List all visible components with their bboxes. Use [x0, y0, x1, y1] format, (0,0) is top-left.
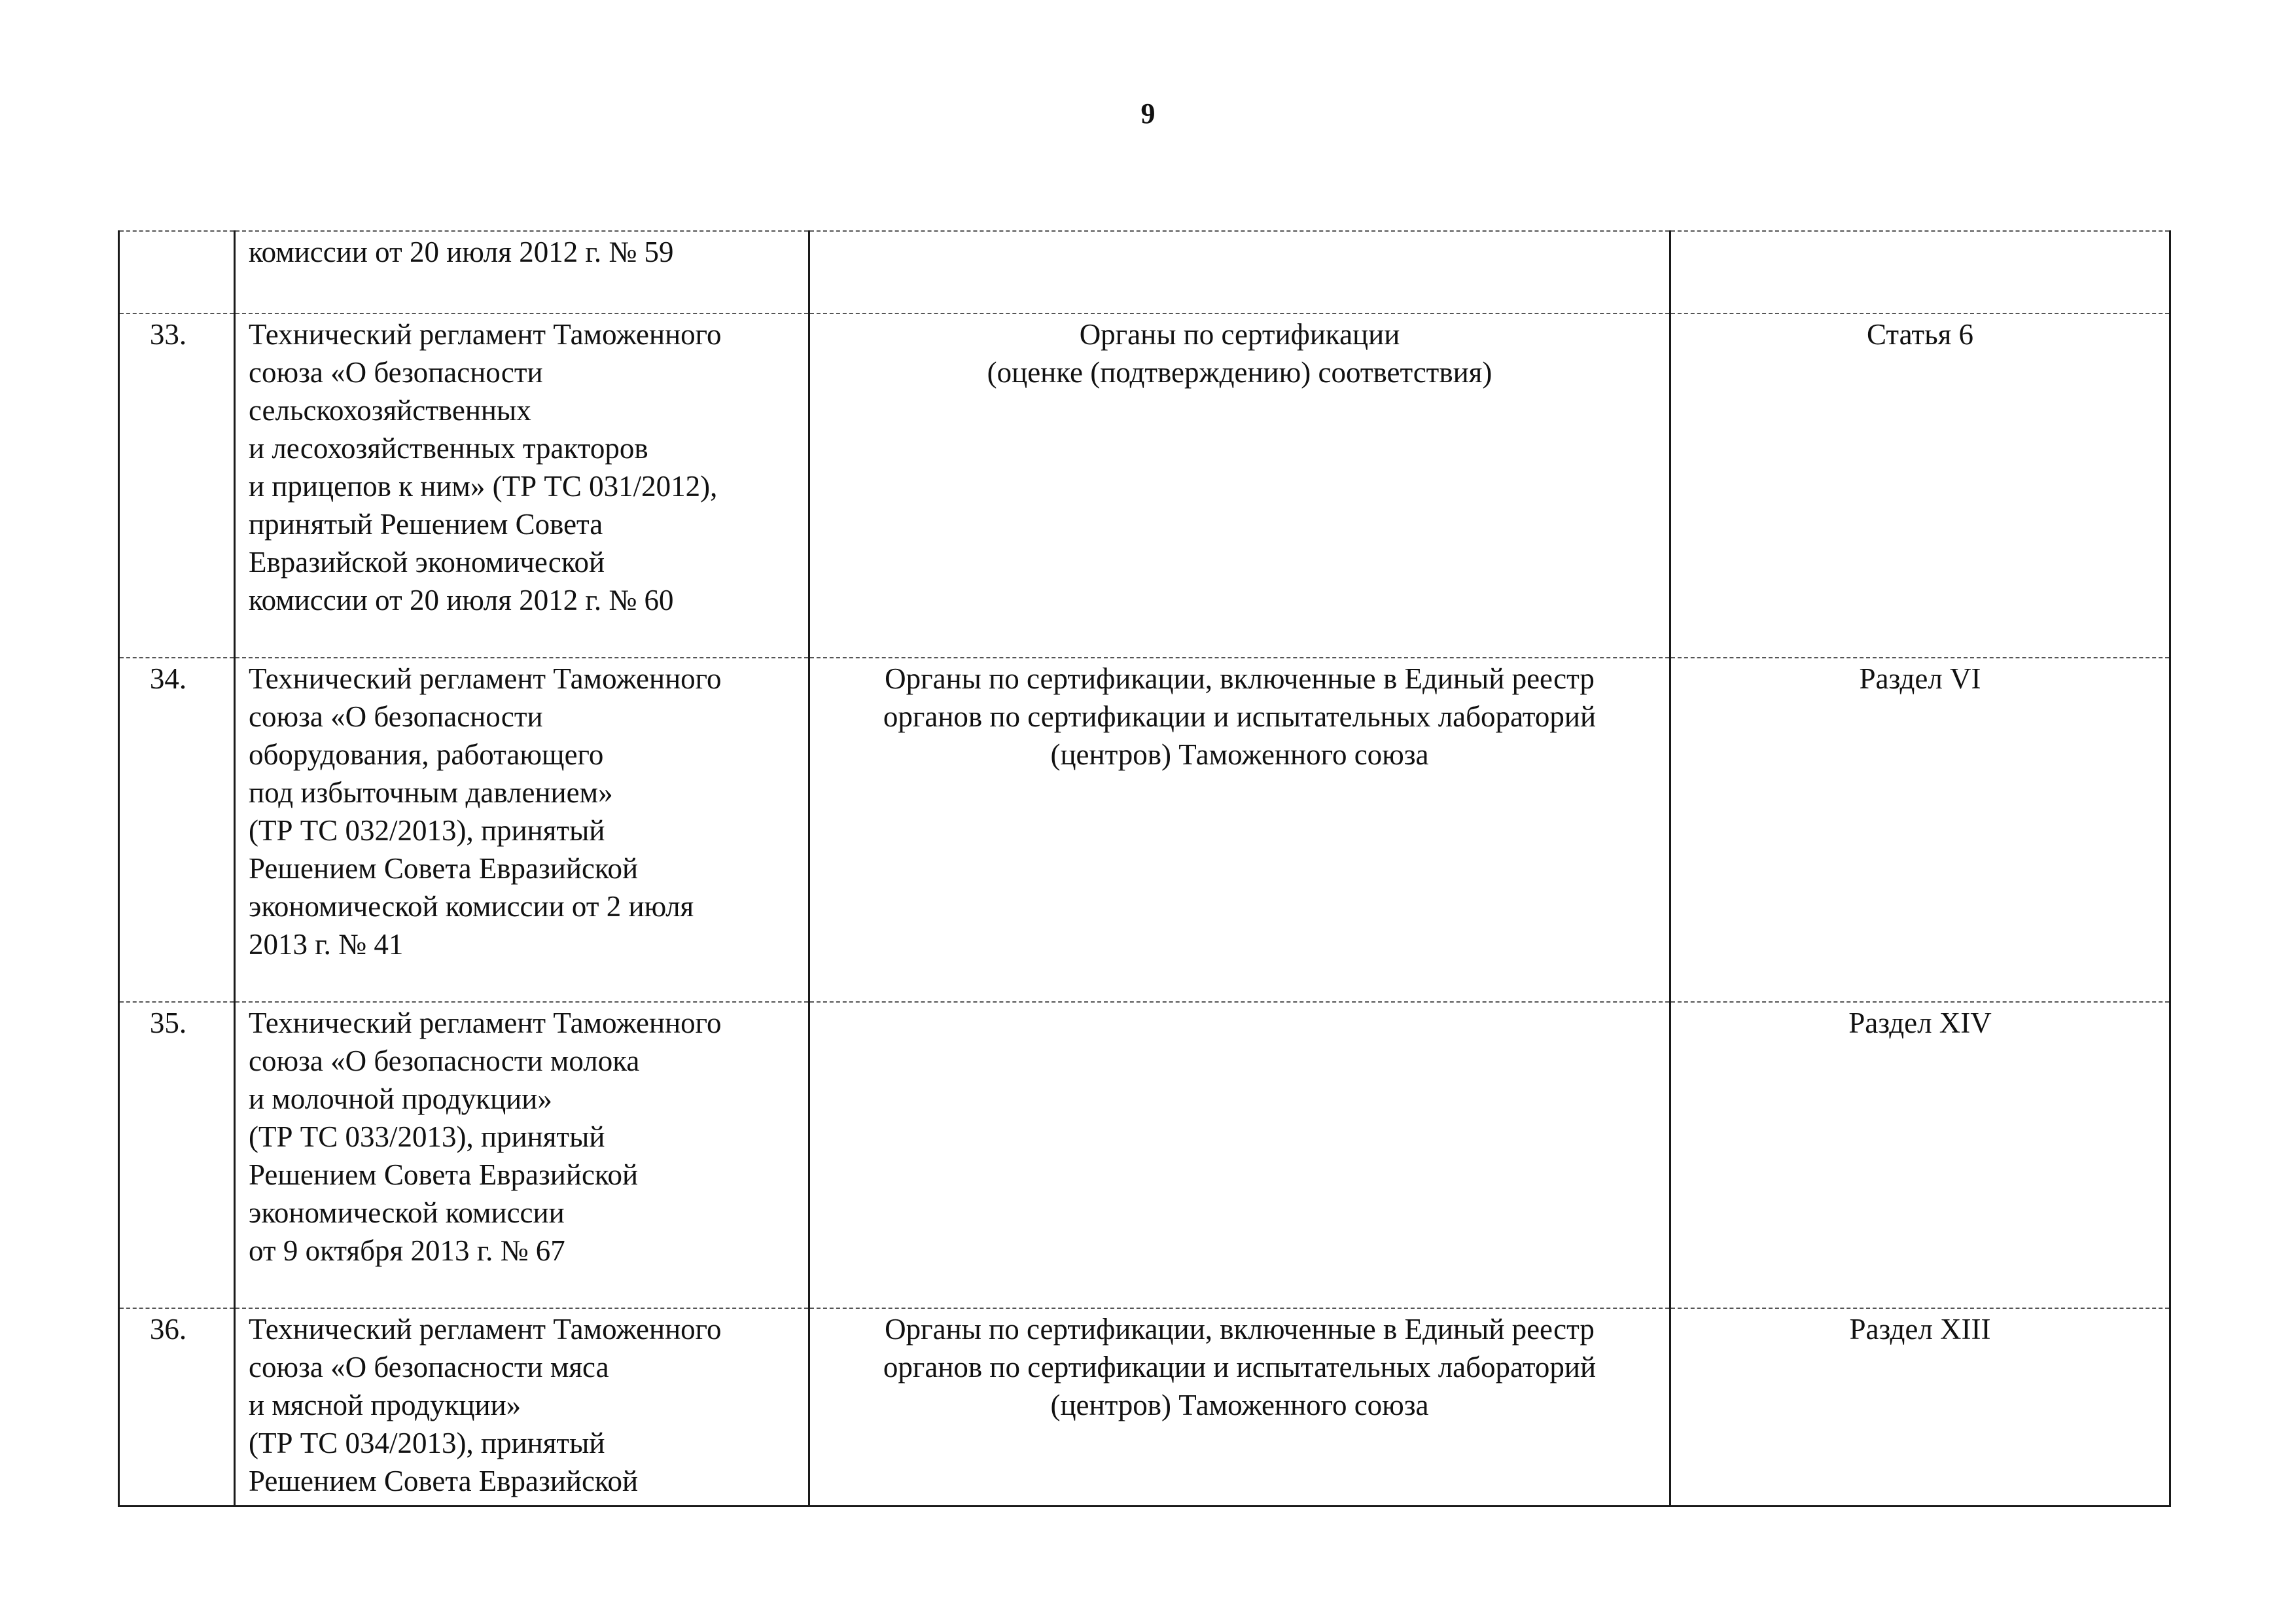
- row-number: 36.: [119, 1308, 235, 1507]
- regulation-text: Технический регламент Таможенного союза «О безопасности оборудования, работающего под избыточным давлением» (ТР ТС 032/2013), принятый Решением Совета Евразийской экономической комиссии от 2 июля 2013 г. № 41: [235, 658, 809, 1002]
- regulation-section: Раздел XIII: [1670, 1308, 2170, 1507]
- row-number: 34.: [119, 658, 235, 1002]
- regulation-section: Раздел XIV: [1670, 1002, 2170, 1308]
- table-row: [119, 313, 2170, 658]
- regulation-text: Технический регламент Таможенного союза «О безопасности сельскохозяйственных и лесохозяйственных тракторов и прицепов к ним» (ТР ТС 031/2012), принятый Решением Совета Евразийской экономической комиссии от 20 июля 2012 г. № 60: [235, 313, 809, 658]
- certification-bodies: Органы по сертификации, включенные в Единый реестр органов по сертификации и испытательных лабораторий (центров) Таможенного союза: [809, 658, 1670, 1002]
- certification-bodies: Органы по сертификации, включенные в Единый реестр органов по сертификации и испытательных лабораторий (центров) Таможенного союза: [809, 1308, 1670, 1507]
- certification-bodies: Органы по сертификации (оценке (подтверждению) соответствия): [809, 313, 1670, 658]
- row-number: [119, 231, 235, 313]
- page-number: 9: [1140, 98, 1156, 130]
- table-row: [119, 1308, 2170, 1507]
- table-row: [119, 658, 2170, 1002]
- regulation-text: Технический регламент Таможенного союза «О безопасности молока и молочной продукции» (ТР ТС 033/2013), принятый Решением Совета Евразийской экономической комиссии от 9 октября 2013 г. № 67: [235, 1002, 809, 1308]
- row-number: 35.: [119, 1002, 235, 1308]
- regulation-section: Статья 6: [1670, 313, 2170, 658]
- table-row: [119, 1002, 2170, 1308]
- regulation-text: Технический регламент Таможенного союза «О безопасности мяса и мясной продукции» (ТР ТС 034/2013), принятый Решением Совета Евразийской: [235, 1308, 809, 1507]
- regulations-table: [118, 230, 2171, 1507]
- table-row: [119, 231, 2170, 313]
- regulation-section: Раздел VI: [1670, 658, 2170, 1002]
- row-number: 33.: [119, 313, 235, 658]
- certification-bodies: [809, 1002, 1670, 1308]
- regulation-section: [1670, 231, 2170, 313]
- certification-bodies: [809, 231, 1670, 313]
- regulation-text: комиссии от 20 июля 2012 г. № 59: [235, 231, 809, 313]
